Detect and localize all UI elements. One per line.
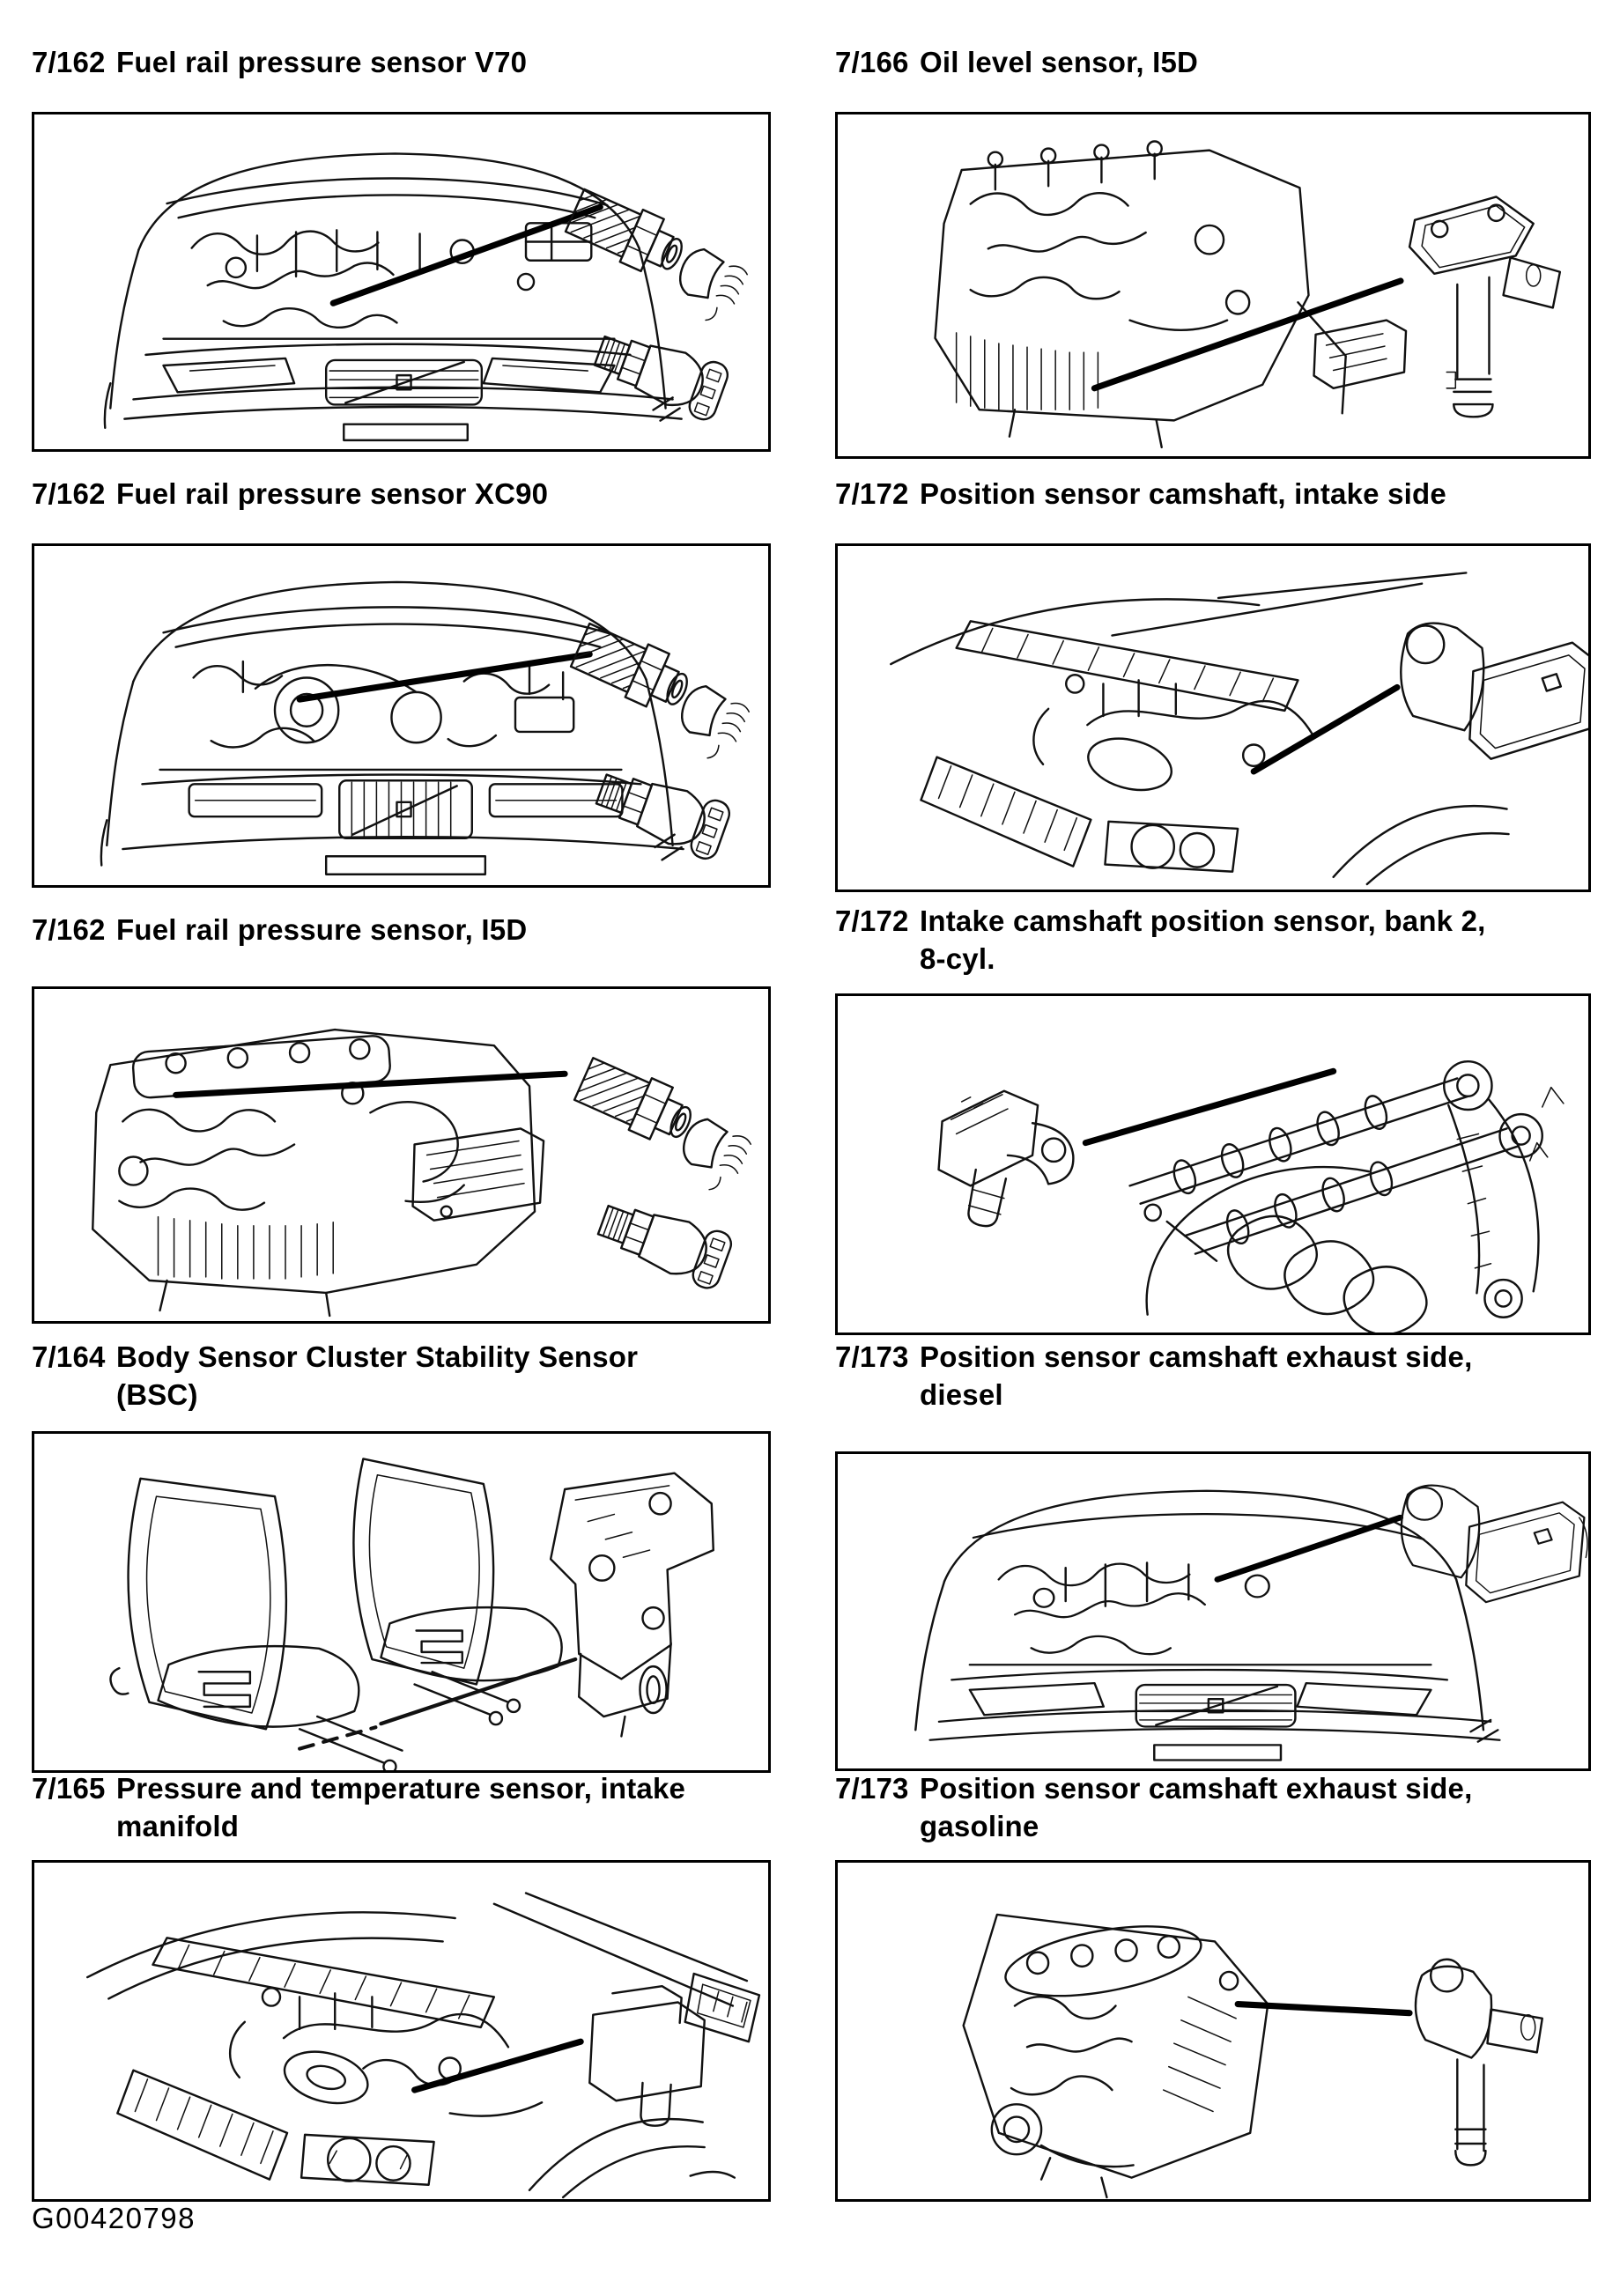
figure-panel: [32, 1860, 771, 2202]
figure-title: Fuel rail pressure sensor, I5D: [116, 913, 528, 946]
engine-block-isometric: [936, 141, 1407, 447]
figure-heading: [835, 1770, 1593, 1846]
figure-panel: [835, 112, 1591, 459]
figure-ref: 7/172: [835, 477, 909, 510]
sensor-connector-icon: [669, 681, 751, 766]
car-front-engine-bay: [105, 153, 682, 439]
figure-heading: [835, 1339, 1593, 1414]
figure-title: Oil level sensor, I5D: [920, 46, 1199, 78]
car-seats: [111, 1458, 562, 1770]
figure-panel: [835, 993, 1591, 1335]
engine-block-isometric: [964, 1914, 1269, 2197]
figure-heading: [32, 476, 772, 513]
leader-line-dashed: [300, 1727, 375, 1748]
fuel-rail-pressure-sensor-icon: [564, 184, 691, 283]
figure-panel: [32, 112, 771, 452]
figure-ref: 7/164: [32, 1340, 106, 1373]
figure-panel: [835, 543, 1591, 892]
car-front-engine-bay-illustration: [34, 114, 768, 449]
engine-bay-intake-cam-sensor-illustration: [838, 546, 1588, 890]
valvetrain-cam-sensor-illustration: [838, 996, 1588, 1333]
car-front-engine-bay: [915, 1491, 1499, 1761]
i5d-engine-illustration: [34, 989, 768, 1321]
figure-ref: 7/166: [835, 46, 909, 78]
engine-bay-angled: [891, 572, 1508, 883]
figure-heading: [835, 903, 1593, 978]
figure-ref: 7/165: [32, 1772, 106, 1805]
figure-heading: [32, 1339, 772, 1414]
figure-ref: 7/162: [32, 913, 106, 946]
camshaft-position-sensor-icon: [939, 1091, 1074, 1226]
figure-panel: [32, 543, 771, 888]
oil-level-sensor-icon: [1409, 196, 1560, 417]
car-front-exhaust-cam-sensor-illustration: [838, 1454, 1588, 1768]
figure-heading: [32, 1770, 772, 1846]
figure-title: Position sensor camshaft exhaust side, diesel: [920, 1340, 1473, 1411]
figure-panel: [835, 1451, 1591, 1771]
camshaft-position-sensor-icon: [1416, 1960, 1542, 2166]
leader-line: [176, 1074, 566, 1095]
figure-ref: 7/162: [32, 477, 106, 510]
figure-code: G00420798: [32, 2202, 196, 2234]
leader-line: [300, 654, 589, 699]
figure-heading: [835, 44, 1593, 82]
figure-heading: [32, 912, 772, 949]
fuel-rail-pressure-sensor-plug-icon: [593, 1192, 734, 1291]
seats-bsc-illustration: [34, 1434, 768, 1770]
figure-title: Fuel rail pressure sensor XC90: [116, 477, 549, 510]
figure-title: Position sensor camshaft, intake side: [920, 477, 1446, 510]
fuel-rail-pressure-sensor-icon: [573, 1053, 699, 1151]
camshafts-and-crankshaft: [1130, 1061, 1564, 1333]
bsc-module-bracket-icon: [551, 1473, 714, 1737]
figure-panel: [32, 986, 771, 1324]
figure-ref: 7/173: [835, 1772, 909, 1805]
i5d-engine-oil-level-illustration: [838, 114, 1588, 456]
fuel-rail-pressure-sensor-icon: [569, 618, 696, 719]
leader-line: [333, 207, 600, 303]
figure-title: Position sensor camshaft exhaust side, gasoline: [920, 1772, 1473, 1842]
figure-title: Body Sensor Cluster Stability Sensor (BSC): [116, 1340, 639, 1411]
i5d-engine-side-view: [92, 1030, 544, 1316]
figure-ref: 7/162: [32, 46, 106, 78]
figure-title: Pressure and temperature sensor, intake manifold: [116, 1772, 686, 1842]
figure-title: Intake camshaft position sensor, bank 2, 8-cyl.: [920, 904, 1486, 975]
figure-ref: 7/173: [835, 1340, 909, 1373]
figure-title: Fuel rail pressure sensor V70: [116, 46, 528, 78]
figure-heading: [835, 476, 1593, 513]
leader-line: [1238, 2004, 1409, 2013]
figure-panel: [32, 1431, 771, 1773]
figure-ref: 7/172: [835, 904, 909, 937]
leader-line: [1217, 1517, 1400, 1579]
engine-bay-angled: [87, 1894, 747, 2197]
intake-manifold-pressure-sensor-icon: [589, 1974, 759, 2126]
leader-line: [1254, 687, 1397, 771]
figure-panel: [835, 1860, 1591, 2202]
xc90-front-engine-bay-illustration: [34, 546, 768, 885]
engine-bay-angled-illustration: [34, 1863, 768, 2199]
camshaft-position-sensor-icon: [1401, 624, 1588, 759]
engine-exhaust-cam-sensor-illustration: [838, 1863, 1588, 2199]
figure-heading: [32, 44, 772, 82]
